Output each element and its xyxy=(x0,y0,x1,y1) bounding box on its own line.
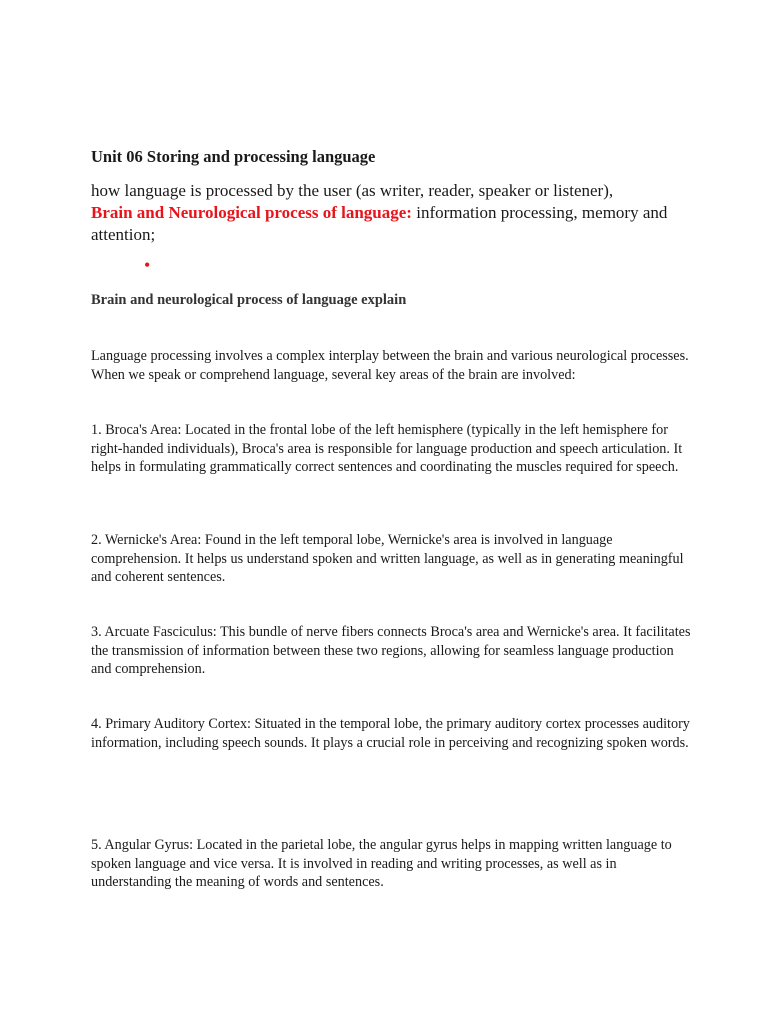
intro-text: how language is processed by the user (as writer, reader, speaker or listener), xyxy=(91,181,614,200)
bullet-icon: • xyxy=(144,255,151,275)
intro-highlight: Brain and Neurological process of language: xyxy=(91,203,412,222)
intro-paragraph xyxy=(91,180,701,246)
paragraph-arcuate-fasciculus: 3. Arcuate Fasciculus: This bundle of nerve fibers connects Broca's area and Wernicke's area. It facilitates the transmission of information between these two regions, allowing for seamless language production and comprehension. xyxy=(91,624,691,677)
paragraph-primary-auditory-cortex: 4. Primary Auditory Cortex: Situated in the temporal lobe, the primary auditory cortex processes auditory information, including speech sounds. It plays a crucial role in perceiving and recognizing spoken words. xyxy=(91,716,690,751)
paragraph-angular-gyrus: 5. Angular Gyrus: Located in the parietal lobe, the angular gyrus helps in mapping written language to spoken language and vice versa. It is involved in reading and writing processes, as well as in understanding the meaning of words and sentences. xyxy=(91,837,672,890)
paragraph-brocas-area: 1. Broca's Area: Located in the frontal lobe of the left hemisphere (typically in the left hemisphere for right-handed individuals), Broca's area is responsible for language production and speech articulation. It helps in formulating grammatically correct sentences and coordinating the muscles required for speech. xyxy=(91,422,683,475)
paragraph-wernickes-area: 2. Wernicke's Area: Found in the left temporal lobe, Wernicke's area is involved in language comprehension. It helps us understand spoken and written language, as well as in generating meaningful and coherent sentences. xyxy=(91,532,684,585)
paragraph-overview: Language processing involves a complex interplay between the brain and various neurological processes. When we speak or comprehend language, several key areas of the brain are involved: xyxy=(91,348,689,383)
intro-rest: information processing, memory and attention; xyxy=(91,203,668,244)
document-title: Unit 06 Storing and processing language xyxy=(91,147,376,166)
section-subheading: Brain and neurological process of language explain xyxy=(91,292,407,308)
